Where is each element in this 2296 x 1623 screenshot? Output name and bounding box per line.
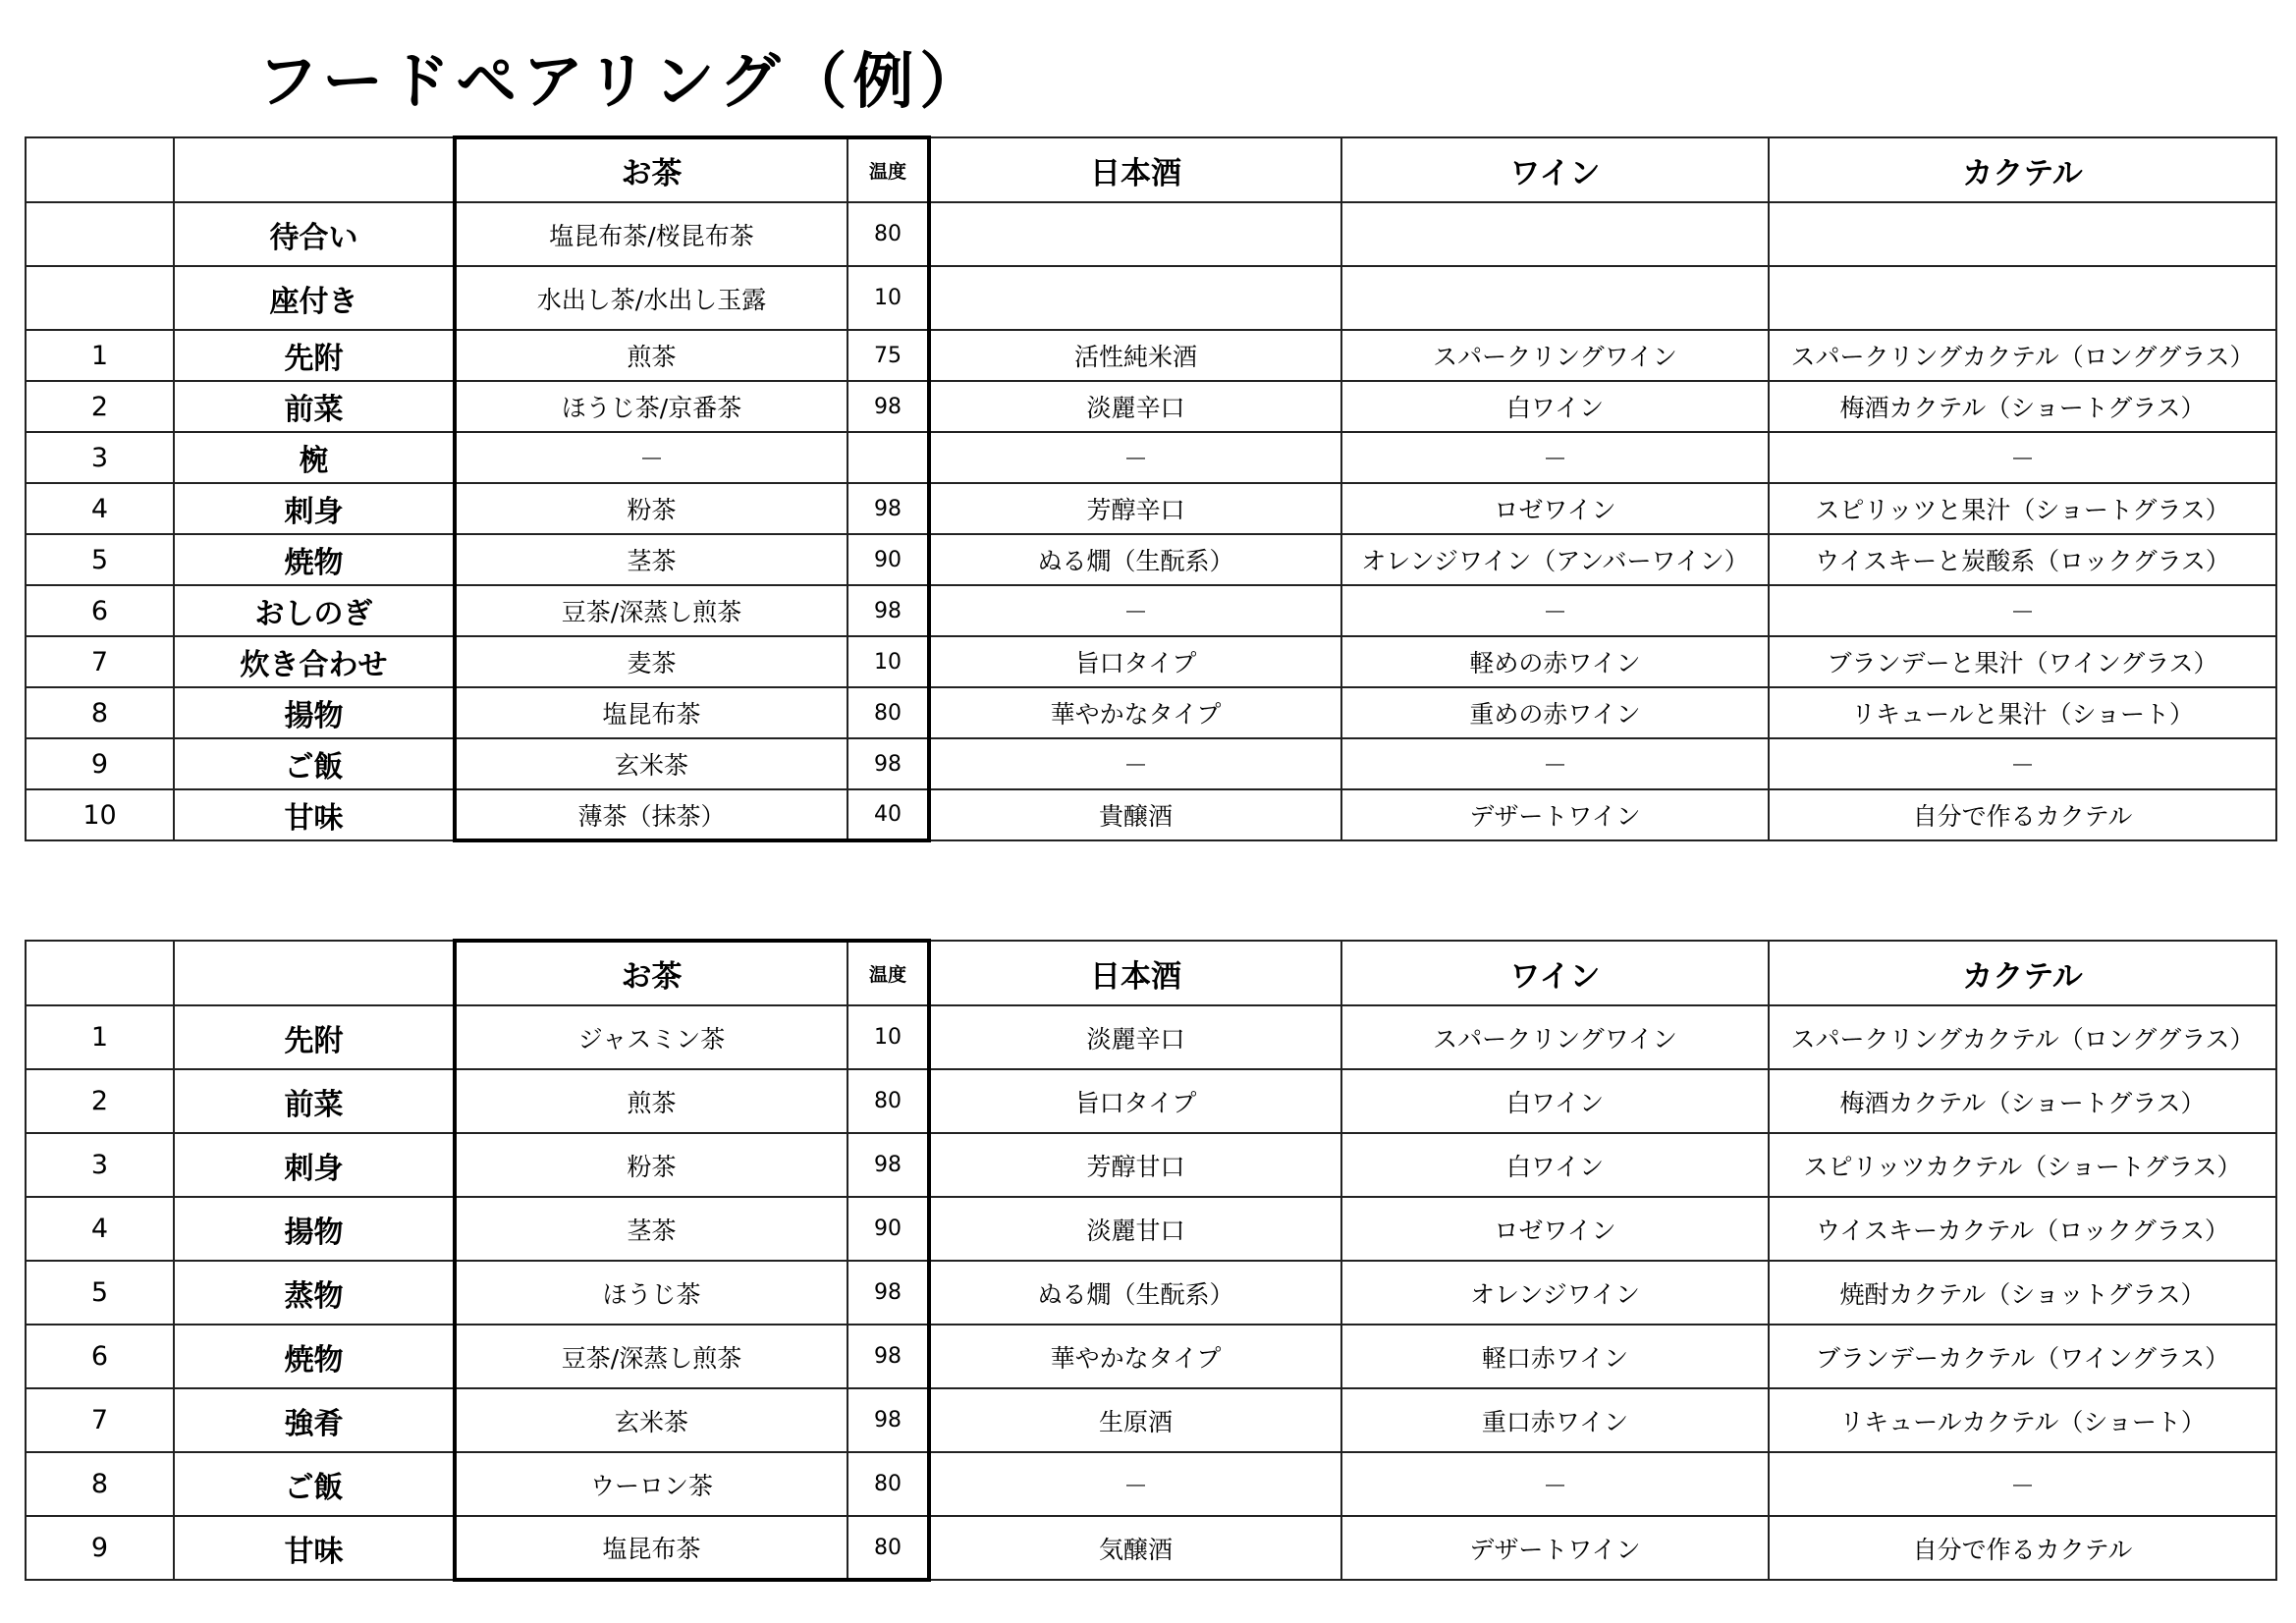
cocktail-cell: － — [1769, 1452, 2276, 1516]
sake-cell: 芳醇甘口 — [929, 1133, 1341, 1197]
wine-cell: オレンジワイン — [1341, 1261, 1769, 1325]
sake-cell: 華やかなタイプ — [929, 1325, 1341, 1388]
header-row — [26, 137, 2276, 202]
temp-cell: 80 — [847, 1069, 929, 1133]
header-empty-course — [174, 137, 455, 202]
cocktail-cell — [1769, 202, 2276, 266]
course-number: 7 — [26, 636, 174, 687]
header-empty-num — [26, 137, 174, 202]
temp-cell: 90 — [847, 1197, 929, 1261]
cocktail-cell: － — [1769, 585, 2276, 636]
table-row — [26, 266, 2276, 330]
wine-cell: デザートワイン — [1341, 789, 1769, 840]
sake-cell: 貴醸酒 — [929, 789, 1341, 840]
wine-cell: スパークリングワイン — [1341, 1005, 1769, 1069]
cocktail-cell: 梅酒カクテル（ショートグラス） — [1769, 381, 2276, 432]
table-row — [26, 636, 2276, 687]
table-row — [26, 202, 2276, 266]
table-row — [26, 1005, 2276, 1069]
sake-cell — [929, 266, 1341, 330]
sake-cell: ぬる燗（生酛系） — [929, 1261, 1341, 1325]
tea-cell: 煎茶 — [455, 330, 847, 381]
course-number — [26, 202, 174, 266]
tea-cell: ほうじ茶 — [455, 1261, 847, 1325]
cocktail-cell: スパークリングカクテル（ロンググラス） — [1769, 1005, 2276, 1069]
tea-cell: 玄米茶 — [455, 738, 847, 789]
sake-cell: － — [929, 432, 1341, 483]
table-row — [26, 738, 2276, 789]
sake-cell: － — [929, 1452, 1341, 1516]
wine-cell — [1341, 266, 1769, 330]
course-name: 甘味 — [174, 1516, 455, 1580]
cocktail-cell: スパークリングカクテル（ロンググラス） — [1769, 330, 2276, 381]
course-name: 炊き合わせ — [174, 636, 455, 687]
cocktail-cell — [1769, 266, 2276, 330]
header-row — [26, 941, 2276, 1005]
temp-cell: 10 — [847, 1005, 929, 1069]
temp-cell: 90 — [847, 534, 929, 585]
wine-cell: － — [1341, 585, 1769, 636]
table-row — [26, 381, 2276, 432]
temp-cell: 10 — [847, 266, 929, 330]
table-row — [26, 330, 2276, 381]
wine-cell: ロゼワイン — [1341, 1197, 1769, 1261]
header-empty-course — [174, 941, 455, 1005]
wine-cell: － — [1341, 432, 1769, 483]
table-row — [26, 1325, 2276, 1388]
temp-cell: 40 — [847, 789, 929, 840]
cocktail-cell: － — [1769, 432, 2276, 483]
course-name: 揚物 — [174, 687, 455, 738]
wine-cell: － — [1341, 1452, 1769, 1516]
wine-cell: デザートワイン — [1341, 1516, 1769, 1580]
table-row — [26, 1516, 2276, 1580]
header-tea: お茶 — [455, 137, 847, 202]
course-name: ご飯 — [174, 738, 455, 789]
course-name: 焼物 — [174, 1325, 455, 1388]
temp-cell: 80 — [847, 1452, 929, 1516]
cocktail-cell: ウイスキーカクテル（ロックグラス） — [1769, 1197, 2276, 1261]
tea-cell: ウーロン茶 — [455, 1452, 847, 1516]
header-temp: 温度 — [847, 941, 929, 1005]
table-row — [26, 1197, 2276, 1261]
wine-cell: － — [1341, 738, 1769, 789]
course-name: 強肴 — [174, 1388, 455, 1452]
pairing-table-1 — [25, 135, 2277, 842]
course-number: 6 — [26, 1325, 174, 1388]
sake-cell: 華やかなタイプ — [929, 687, 1341, 738]
course-number: 2 — [26, 1069, 174, 1133]
sake-cell: 淡麗辛口 — [929, 1005, 1341, 1069]
cocktail-cell: － — [1769, 738, 2276, 789]
sake-cell: 芳醇辛口 — [929, 483, 1341, 534]
temp-cell: 98 — [847, 381, 929, 432]
course-name: 先附 — [174, 1005, 455, 1069]
temp-cell: 80 — [847, 687, 929, 738]
cocktail-cell: リキュールと果汁（ショート） — [1769, 687, 2276, 738]
course-name: 座付き — [174, 266, 455, 330]
tea-cell: 豆茶/深蒸し煎茶 — [455, 585, 847, 636]
course-number: 5 — [26, 1261, 174, 1325]
sake-cell: ぬる燗（生酛系） — [929, 534, 1341, 585]
course-number: 1 — [26, 330, 174, 381]
course-number — [26, 266, 174, 330]
course-number: 8 — [26, 1452, 174, 1516]
tea-cell: 豆茶/深蒸し煎茶 — [455, 1325, 847, 1388]
course-number: 7 — [26, 1388, 174, 1452]
course-name: 刺身 — [174, 483, 455, 534]
course-name: 待合い — [174, 202, 455, 266]
course-number: 9 — [26, 738, 174, 789]
course-number: 4 — [26, 483, 174, 534]
temp-cell: 98 — [847, 1325, 929, 1388]
table-row — [26, 483, 2276, 534]
course-name: 先附 — [174, 330, 455, 381]
table-row — [26, 432, 2276, 483]
tea-cell: 水出し茶/水出し玉露 — [455, 266, 847, 330]
course-number: 8 — [26, 687, 174, 738]
cocktail-cell: スピリッツと果汁（ショートグラス） — [1769, 483, 2276, 534]
tea-cell: 薄茶（抹茶） — [455, 789, 847, 840]
tea-cell: 玄米茶 — [455, 1388, 847, 1452]
course-number: 6 — [26, 585, 174, 636]
sake-cell: 活性純米酒 — [929, 330, 1341, 381]
sake-cell: － — [929, 738, 1341, 789]
wine-cell: スパークリングワイン — [1341, 330, 1769, 381]
course-number: 4 — [26, 1197, 174, 1261]
course-number: 3 — [26, 1133, 174, 1197]
temp-cell: 75 — [847, 330, 929, 381]
course-name: ご飯 — [174, 1452, 455, 1516]
cocktail-cell: 自分で作るカクテル — [1769, 789, 2276, 840]
course-name: 甘味 — [174, 789, 455, 840]
table-row — [26, 534, 2276, 585]
cocktail-cell: ウイスキーと炭酸系（ロックグラス） — [1769, 534, 2276, 585]
tea-cell: － — [455, 432, 847, 483]
header-sake: 日本酒 — [929, 137, 1341, 202]
course-number: 5 — [26, 534, 174, 585]
course-name: 蒸物 — [174, 1261, 455, 1325]
course-name: 椀 — [174, 432, 455, 483]
pairing-table-2 — [25, 939, 2277, 1582]
tea-cell: ほうじ茶/京番茶 — [455, 381, 847, 432]
temp-cell: 98 — [847, 1388, 929, 1452]
table-row — [26, 1452, 2276, 1516]
tea-cell: 麦茶 — [455, 636, 847, 687]
tea-cell: 煎茶 — [455, 1069, 847, 1133]
table-row — [26, 1261, 2276, 1325]
wine-cell: 白ワイン — [1341, 1069, 1769, 1133]
header-temp: 温度 — [847, 137, 929, 202]
course-name: 揚物 — [174, 1197, 455, 1261]
table-row — [26, 585, 2276, 636]
table-row — [26, 789, 2276, 840]
temp-cell: 98 — [847, 1261, 929, 1325]
wine-cell: 重口赤ワイン — [1341, 1388, 1769, 1452]
wine-cell: 軽めの赤ワイン — [1341, 636, 1769, 687]
sake-cell: 気醸酒 — [929, 1516, 1341, 1580]
cocktail-cell: 自分で作るカクテル — [1769, 1516, 2276, 1580]
course-name: 刺身 — [174, 1133, 455, 1197]
temp-cell: 98 — [847, 483, 929, 534]
sake-cell: － — [929, 585, 1341, 636]
temp-cell: 98 — [847, 1133, 929, 1197]
cocktail-cell: スピリッツカクテル（ショートグラス） — [1769, 1133, 2276, 1197]
wine-cell: 白ワイン — [1341, 381, 1769, 432]
table-row — [26, 687, 2276, 738]
sake-cell — [929, 202, 1341, 266]
temp-cell: 10 — [847, 636, 929, 687]
cocktail-cell: 梅酒カクテル（ショートグラス） — [1769, 1069, 2276, 1133]
sake-cell: 旨口タイプ — [929, 636, 1341, 687]
page-title: フードペアリング（例） — [257, 45, 987, 117]
wine-cell: 白ワイン — [1341, 1133, 1769, 1197]
course-number: 9 — [26, 1516, 174, 1580]
cocktail-cell: ブランデーと果汁（ワイングラス） — [1769, 636, 2276, 687]
cocktail-cell: リキュールカクテル（ショート） — [1769, 1388, 2276, 1452]
course-number: 3 — [26, 432, 174, 483]
wine-cell: オレンジワイン（アンバーワイン） — [1341, 534, 1769, 585]
temp-cell: 80 — [847, 1516, 929, 1580]
course-name: 前菜 — [174, 381, 455, 432]
table-row — [26, 1133, 2276, 1197]
header-empty-num — [26, 941, 174, 1005]
header-cocktail: カクテル — [1769, 137, 2276, 202]
tea-cell: ジャスミン茶 — [455, 1005, 847, 1069]
tea-cell: 茎茶 — [455, 534, 847, 585]
cocktail-cell: 焼酎カクテル（ショットグラス） — [1769, 1261, 2276, 1325]
header-sake: 日本酒 — [929, 941, 1341, 1005]
tea-cell: 粉茶 — [455, 483, 847, 534]
course-name: 焼物 — [174, 534, 455, 585]
wine-cell: ロゼワイン — [1341, 483, 1769, 534]
temp-cell — [847, 432, 929, 483]
tea-cell: 茎茶 — [455, 1197, 847, 1261]
cocktail-cell: ブランデーカクテル（ワイングラス） — [1769, 1325, 2276, 1388]
sake-cell: 淡麗甘口 — [929, 1197, 1341, 1261]
course-name: 前菜 — [174, 1069, 455, 1133]
sake-cell: 淡麗辛口 — [929, 381, 1341, 432]
header-wine: ワイン — [1341, 137, 1769, 202]
sake-cell: 生原酒 — [929, 1388, 1341, 1452]
temp-cell: 80 — [847, 202, 929, 266]
table-row — [26, 1069, 2276, 1133]
tea-cell: 粉茶 — [455, 1133, 847, 1197]
tea-cell: 塩昆布茶 — [455, 687, 847, 738]
course-number: 1 — [26, 1005, 174, 1069]
tea-cell: 塩昆布茶/桜昆布茶 — [455, 202, 847, 266]
table-row — [26, 1388, 2276, 1452]
course-number: 2 — [26, 381, 174, 432]
tea-cell: 塩昆布茶 — [455, 1516, 847, 1580]
course-number: 10 — [26, 789, 174, 840]
wine-cell: 軽口赤ワイン — [1341, 1325, 1769, 1388]
course-name: おしのぎ — [174, 585, 455, 636]
wine-cell: 重めの赤ワイン — [1341, 687, 1769, 738]
wine-cell — [1341, 202, 1769, 266]
header-tea: お茶 — [455, 941, 847, 1005]
temp-cell: 98 — [847, 585, 929, 636]
sake-cell: 旨口タイプ — [929, 1069, 1341, 1133]
header-cocktail: カクテル — [1769, 941, 2276, 1005]
header-wine: ワイン — [1341, 941, 1769, 1005]
temp-cell: 98 — [847, 738, 929, 789]
